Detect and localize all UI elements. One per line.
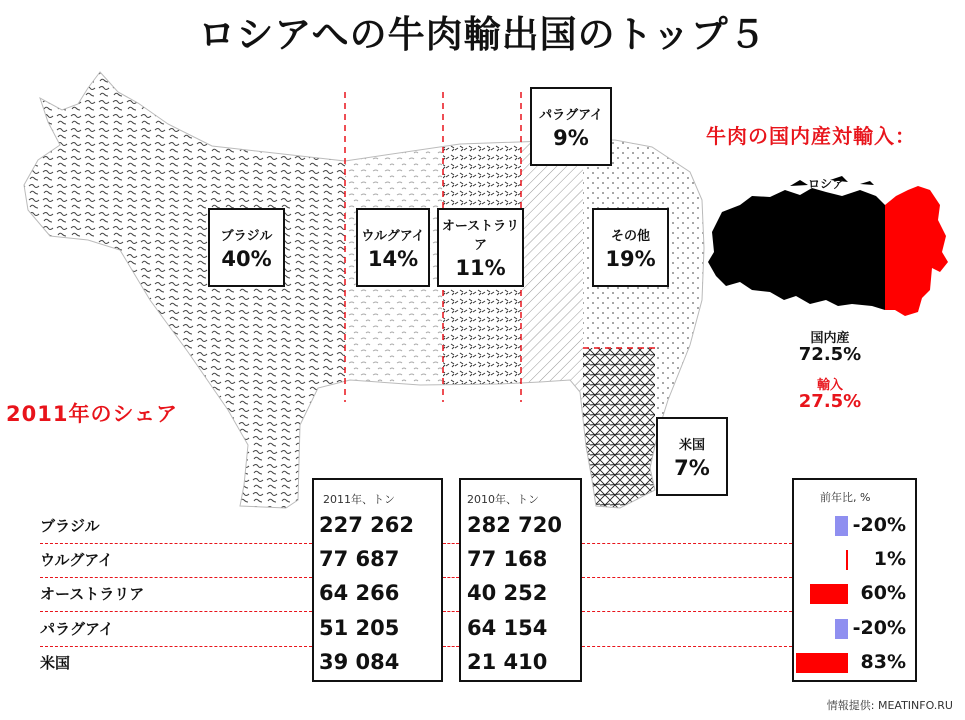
change-value: 60%	[860, 582, 906, 604]
segment-name: オーストラリア	[441, 219, 520, 253]
change-bar	[810, 584, 848, 604]
segment-box-brazil	[208, 208, 285, 287]
row-divider	[582, 577, 792, 578]
domestic-value: 72.5%	[798, 344, 862, 365]
value-2011: 64 266	[319, 581, 400, 605]
row-divider	[40, 646, 312, 647]
segment-box-uruguay	[356, 208, 430, 287]
row-name: ウルグアイ	[40, 551, 113, 569]
credit: 情報提供: MEATINFO.RU	[826, 699, 953, 712]
value-2011: 227 262	[319, 513, 414, 537]
segment-box-australia	[437, 208, 524, 287]
change-value: 1%	[873, 548, 906, 570]
segment-name: ブラジル	[220, 228, 273, 244]
value-2011: 51 205	[319, 616, 400, 640]
row-name: ブラジル	[40, 517, 100, 535]
segment-name: パラグアイ	[539, 107, 603, 123]
domestic-label: 国内産	[810, 331, 850, 346]
row-divider	[582, 543, 792, 544]
value-2010: 77 168	[467, 547, 548, 571]
cow-region-uruguay	[345, 60, 443, 520]
row-name: 米国	[40, 654, 71, 672]
import-label: 輸入	[816, 378, 843, 393]
row-divider	[443, 611, 459, 612]
segment-name: ウルグアイ	[361, 228, 425, 244]
column-header-change: 前年比, %	[820, 491, 871, 504]
share-label: 2011年のシェア	[6, 402, 179, 426]
value-2011: 77 687	[319, 547, 400, 571]
row-divider	[40, 577, 312, 578]
row-divider	[582, 646, 792, 647]
value-2010: 282 720	[467, 513, 562, 537]
value-2010: 21 410	[467, 650, 548, 674]
map-label: ロシア	[808, 177, 845, 191]
change-value: 83%	[860, 651, 906, 673]
segment-value: 7%	[674, 455, 710, 480]
import-value: 27.5%	[798, 391, 862, 412]
segment-value: 11%	[455, 256, 506, 280]
row-divider	[40, 543, 312, 544]
change-bar	[796, 653, 848, 673]
segment-name: その他	[610, 228, 650, 244]
russia-map	[708, 176, 948, 316]
segment-value: 19%	[605, 246, 656, 271]
segment-box-other	[592, 208, 669, 287]
russia-import-region	[885, 186, 948, 316]
cow-region-australia	[443, 60, 521, 520]
russia-domestic-region	[708, 188, 885, 310]
value-2011: 39 084	[319, 650, 400, 674]
value-2010: 40 252	[467, 581, 548, 605]
column-header-2011: 2011年、トン	[323, 493, 395, 506]
map-title: 牛肉の国内産対輸入：	[706, 124, 916, 148]
change-value: -20%	[852, 617, 906, 639]
segment-value: 40%	[221, 246, 272, 271]
row-divider	[40, 611, 312, 612]
row-divider	[443, 543, 459, 544]
row-divider	[443, 577, 459, 578]
segment-value: 14%	[367, 246, 419, 271]
row-name: パラグアイ	[40, 620, 114, 638]
page-title: ロシアへの牛肉輸出国のトップ５	[198, 13, 767, 56]
change-value: -20%	[852, 514, 906, 536]
column-header-2010: 2010年、トン	[467, 493, 539, 506]
row-name: オーストラリア	[40, 585, 145, 603]
segment-value: 9%	[553, 125, 589, 150]
segment-box-paraguay	[530, 87, 612, 166]
segment-box-usa	[656, 417, 728, 496]
row-divider	[443, 646, 459, 647]
value-2010: 64 154	[467, 616, 548, 640]
segment-name: 米国	[678, 437, 705, 453]
row-divider	[582, 611, 792, 612]
